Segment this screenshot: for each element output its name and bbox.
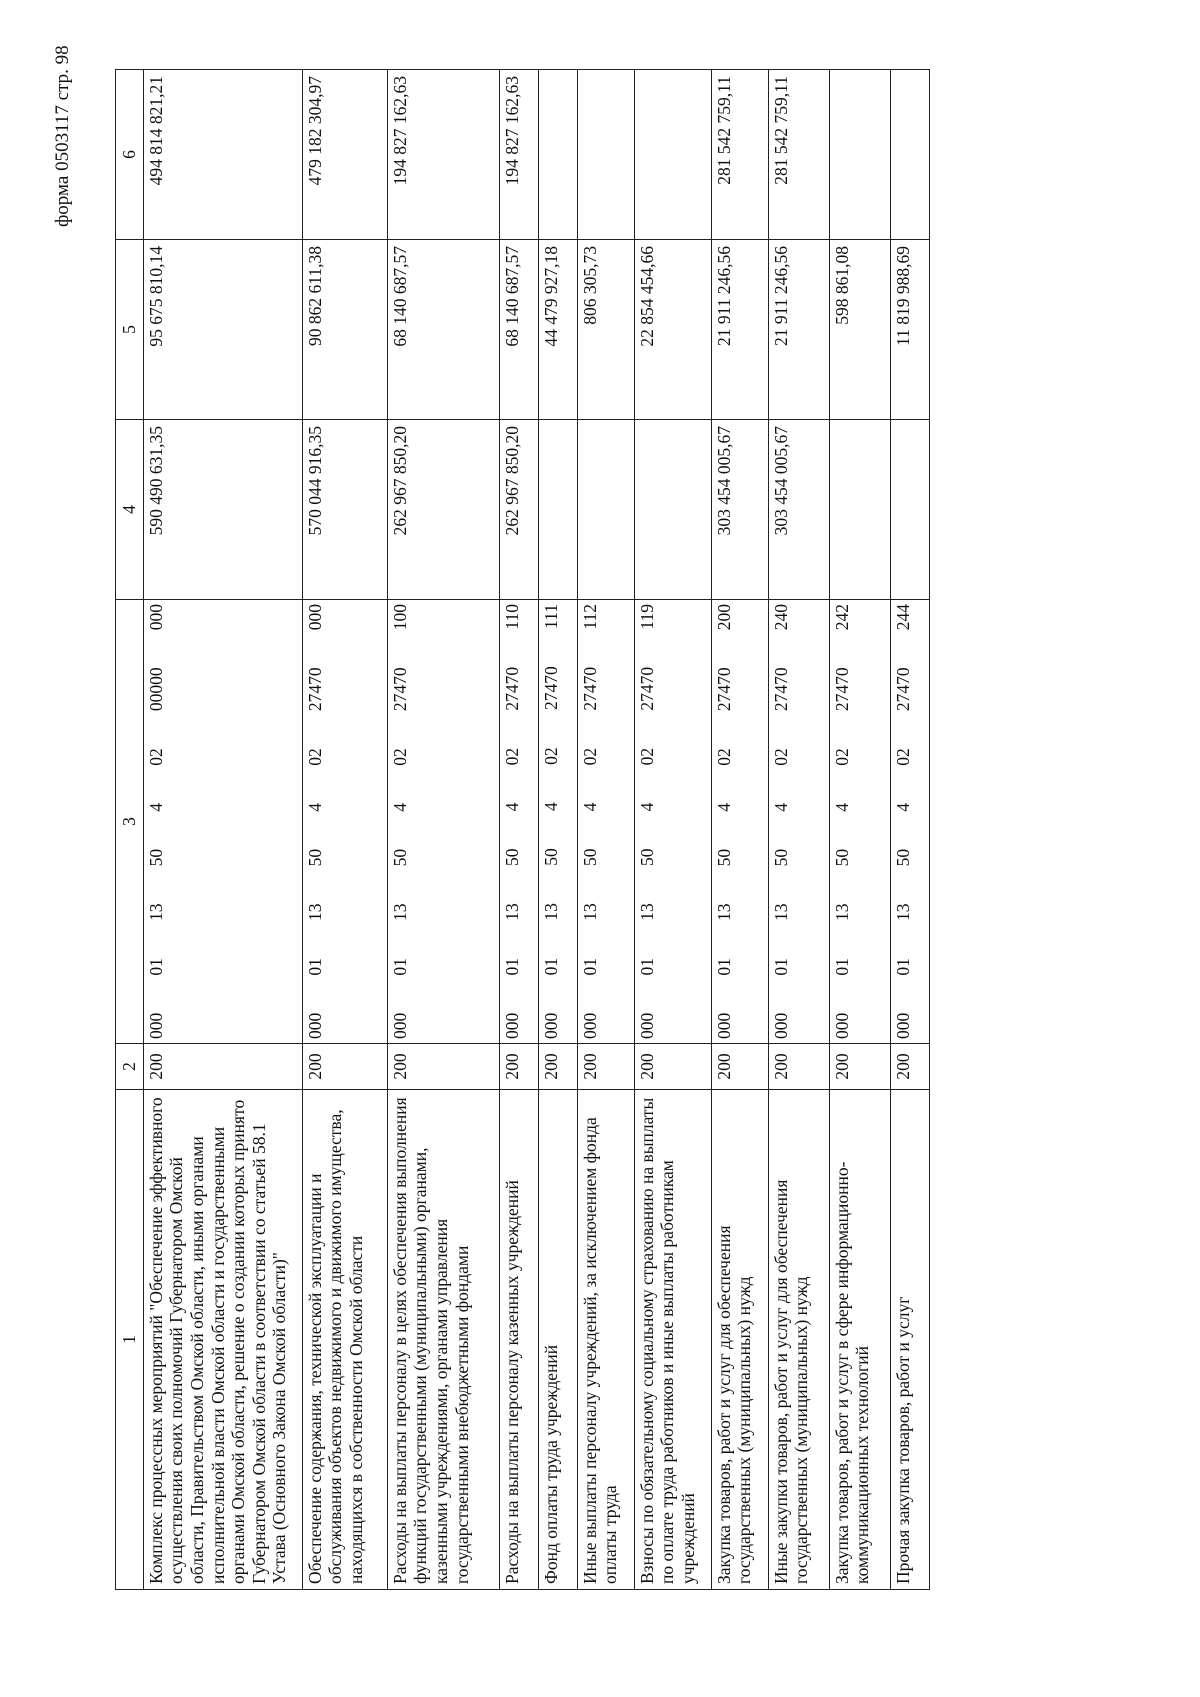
code-segment: 13 xyxy=(770,903,791,921)
row-description: Обеспечение содержания, технической эксплуатации и обслуживания объектов недвижимого и движимого имущества, находящихся в собственности Омской области xyxy=(302,1090,387,1590)
code-segment: 02 xyxy=(540,747,561,765)
code-segment: 000 xyxy=(770,1012,791,1039)
table-row xyxy=(890,70,929,1590)
code-segment: 13 xyxy=(501,903,522,921)
code-parts xyxy=(580,604,601,1039)
code-segment: 50 xyxy=(770,848,791,867)
code-parts xyxy=(714,604,735,1039)
code-segment: 13 xyxy=(892,903,913,921)
row-unexecuted-amount xyxy=(890,70,929,240)
code-segment: 50 xyxy=(304,848,325,867)
code-segment: 000 xyxy=(831,1012,852,1039)
row-line-code: 200 xyxy=(829,1044,890,1090)
code-segment: 4 xyxy=(389,802,410,812)
column-header: 2 xyxy=(116,1044,144,1090)
code-segment: 000 xyxy=(636,1012,657,1039)
row-line-code: 200 xyxy=(302,1044,387,1090)
code-segment: 000 xyxy=(713,1012,734,1039)
row-classification-code xyxy=(577,600,634,1044)
row-line-code: 200 xyxy=(387,1044,499,1090)
code-parts xyxy=(637,604,658,1039)
row-description: Взносы по обязательному социальному страхованию на выплаты по оплате труда работников и иные выплаты работникам учреждений xyxy=(634,1090,711,1590)
code-segment: 50 xyxy=(636,848,657,867)
row-description: Закупка товаров, работ и услуг для обеспечения государственных (муниципальных) нужд xyxy=(711,1090,768,1590)
code-segment: 4 xyxy=(145,802,166,812)
code-segment: 100 xyxy=(389,604,410,631)
row-approved-amount xyxy=(538,420,577,600)
table-body xyxy=(143,70,929,1590)
column-header: 6 xyxy=(116,70,144,240)
row-approved-amount xyxy=(890,420,929,600)
row-unexecuted-amount: 281 542 759,11 xyxy=(768,70,829,240)
row-description: Иные выплаты персоналу учреждений, за исключением фонда оплаты труда xyxy=(577,1090,634,1590)
code-segment: 02 xyxy=(579,747,600,766)
code-segment: 01 xyxy=(770,958,791,976)
code-segment: 4 xyxy=(636,802,657,812)
row-description: Расходы на выплаты персоналу казенных учреждений xyxy=(499,1090,538,1590)
row-line-code: 200 xyxy=(143,1044,302,1090)
code-parts xyxy=(541,604,562,1039)
code-segment: 50 xyxy=(579,848,600,867)
row-line-code: 200 xyxy=(768,1044,829,1090)
row-line-code: 200 xyxy=(890,1044,929,1090)
table-row xyxy=(577,70,634,1590)
row-classification-code xyxy=(634,600,711,1044)
row-description: Комплекс процессных мероприятий "Обеспечение эффективного осуществления своих полномочий Губернатором Омской области, Правительством Омской области, иными органами исполнительной власти Омской области и государственными органами Омской области, решение о создании которых принято Губернатором Омской области в соответствии со статьей 58.1 Устава (Основного Закона Омской области)" xyxy=(143,1090,302,1590)
code-segment: 01 xyxy=(540,957,561,976)
code-segment: 4 xyxy=(304,802,325,812)
row-classification-code xyxy=(387,600,499,1044)
code-segment: 27470 xyxy=(304,667,325,712)
row-classification-code xyxy=(890,600,929,1044)
code-segment: 200 xyxy=(713,604,734,631)
row-approved-amount xyxy=(577,420,634,600)
row-classification-code xyxy=(711,600,768,1044)
code-parts xyxy=(146,604,167,1039)
row-line-code: 200 xyxy=(538,1044,577,1090)
row-executed-amount: 22 854 454,66 xyxy=(634,240,711,420)
code-segment: 111 xyxy=(540,604,561,629)
table-row xyxy=(499,70,538,1590)
code-segment: 50 xyxy=(713,848,734,867)
row-description: Закупка товаров, работ и услуг в сфере информационно-коммуникационных технологий xyxy=(829,1090,890,1590)
code-segment: 242 xyxy=(831,604,852,631)
row-approved-amount xyxy=(829,420,890,600)
code-segment: 13 xyxy=(713,903,734,921)
row-unexecuted-amount: 494 814 821,21 xyxy=(143,70,302,240)
code-segment: 13 xyxy=(540,903,561,921)
code-segment: 4 xyxy=(831,802,852,812)
code-segment: 000 xyxy=(145,604,166,631)
row-approved-amount xyxy=(634,420,711,600)
code-segment: 13 xyxy=(831,903,852,921)
code-segment: 27470 xyxy=(831,667,852,712)
code-segment: 50 xyxy=(145,848,166,867)
code-segment: 27470 xyxy=(892,667,913,712)
row-line-code: 200 xyxy=(499,1044,538,1090)
row-approved-amount: 590 490 631,35 xyxy=(143,420,302,600)
row-classification-code xyxy=(768,600,829,1044)
code-segment: 02 xyxy=(831,748,852,766)
code-parts xyxy=(305,604,326,1039)
row-executed-amount: 806 305,73 xyxy=(577,240,634,420)
code-segment: 50 xyxy=(501,848,522,867)
row-executed-amount: 68 140 687,57 xyxy=(387,240,499,420)
column-header: 4 xyxy=(116,420,144,600)
row-executed-amount: 598 861,08 xyxy=(829,240,890,420)
row-approved-amount: 303 454 005,67 xyxy=(711,420,768,600)
table-row xyxy=(768,70,829,1590)
code-segment: 01 xyxy=(713,958,734,976)
code-segment: 000 xyxy=(389,1012,410,1039)
code-segment: 4 xyxy=(501,802,522,812)
code-segment: 4 xyxy=(892,802,913,812)
code-segment: 01 xyxy=(579,958,600,976)
code-parts xyxy=(390,604,411,1039)
row-unexecuted-amount: 194 827 162,63 xyxy=(387,70,499,240)
table-row xyxy=(711,70,768,1590)
row-unexecuted-amount xyxy=(634,70,711,240)
code-segment: 000 xyxy=(501,1012,522,1039)
row-line-code: 200 xyxy=(634,1044,711,1090)
table-row xyxy=(387,70,499,1590)
row-description: Прочая закупка товаров, работ и услуг xyxy=(890,1090,929,1590)
code-parts xyxy=(502,604,523,1039)
code-segment: 02 xyxy=(770,748,791,766)
code-segment: 02 xyxy=(501,747,522,766)
row-classification-code xyxy=(143,600,302,1044)
row-unexecuted-amount xyxy=(538,70,577,240)
row-classification-code xyxy=(302,600,387,1044)
row-approved-amount: 262 967 850,20 xyxy=(387,420,499,600)
row-executed-amount: 68 140 687,57 xyxy=(499,240,538,420)
code-segment: 01 xyxy=(145,958,166,976)
code-segment: 13 xyxy=(636,903,657,921)
code-parts xyxy=(771,604,792,1039)
code-segment: 240 xyxy=(770,604,791,631)
row-description: Иные закупки товаров, работ и услуг для обеспечения государственных (муниципальных) нужд xyxy=(768,1090,829,1590)
row-unexecuted-amount: 479 182 304,97 xyxy=(302,70,387,240)
row-executed-amount: 21 911 246,56 xyxy=(768,240,829,420)
code-segment: 244 xyxy=(892,604,913,631)
code-segment: 02 xyxy=(892,748,913,766)
row-approved-amount: 262 967 850,20 xyxy=(499,420,538,600)
row-executed-amount: 95 675 810,14 xyxy=(143,240,302,420)
row-unexecuted-amount: 281 542 759,11 xyxy=(711,70,768,240)
code-segment: 27470 xyxy=(540,666,561,711)
code-segment: 50 xyxy=(831,848,852,867)
row-line-code: 200 xyxy=(577,1044,634,1090)
row-executed-amount: 21 911 246,56 xyxy=(711,240,768,420)
row-description: Расходы на выплаты персоналу в целях обеспечения выполнения функций государственными (муниципальными) органами, казенными учреждениями, органами управления государственными внебюджетными фондами xyxy=(387,1090,499,1590)
code-segment: 13 xyxy=(304,903,325,921)
row-description: Фонд оплаты труда учреждений xyxy=(538,1090,577,1590)
code-segment: 13 xyxy=(579,903,600,921)
column-header: 3 xyxy=(116,600,144,1044)
row-approved-amount: 303 454 005,67 xyxy=(768,420,829,600)
table-row xyxy=(143,70,302,1590)
code-parts xyxy=(893,604,914,1039)
code-segment: 4 xyxy=(579,802,600,812)
code-segment: 110 xyxy=(501,604,522,630)
table-row xyxy=(302,70,387,1590)
code-segment: 50 xyxy=(540,848,561,866)
code-segment: 01 xyxy=(389,958,410,976)
code-segment: 000 xyxy=(304,1012,325,1039)
code-segment: 000 xyxy=(540,1012,561,1039)
code-parts xyxy=(832,604,853,1039)
table-row xyxy=(538,70,577,1590)
code-segment: 4 xyxy=(540,802,561,811)
code-segment: 01 xyxy=(892,958,913,976)
code-segment: 02 xyxy=(145,748,166,766)
row-unexecuted-amount: 194 827 162,63 xyxy=(499,70,538,240)
row-approved-amount: 570 044 916,35 xyxy=(302,420,387,600)
code-segment: 112 xyxy=(579,604,600,630)
row-classification-code xyxy=(829,600,890,1044)
code-segment: 13 xyxy=(389,903,410,921)
row-classification-code xyxy=(538,600,577,1044)
code-segment: 00000 xyxy=(145,667,166,712)
column-number-row xyxy=(116,70,144,1590)
code-segment: 27470 xyxy=(770,667,791,712)
row-unexecuted-amount xyxy=(577,70,634,240)
row-executed-amount: 44 479 927,18 xyxy=(538,240,577,420)
code-segment: 000 xyxy=(304,604,325,631)
row-classification-code xyxy=(499,600,538,1044)
code-segment: 000 xyxy=(892,1012,913,1039)
code-segment: 27470 xyxy=(501,666,522,711)
code-segment: 50 xyxy=(389,848,410,867)
column-header: 1 xyxy=(116,1090,144,1590)
row-executed-amount: 90 862 611,38 xyxy=(302,240,387,420)
row-executed-amount: 11 819 988,69 xyxy=(890,240,929,420)
code-segment: 01 xyxy=(304,958,325,976)
table-row xyxy=(829,70,890,1590)
code-segment: 02 xyxy=(389,748,410,766)
code-segment: 50 xyxy=(892,848,913,867)
code-segment: 27470 xyxy=(389,667,410,712)
row-line-code: 200 xyxy=(711,1044,768,1090)
code-segment: 02 xyxy=(636,747,657,766)
code-segment: 4 xyxy=(770,802,791,812)
code-segment: 01 xyxy=(636,958,657,976)
code-segment: 000 xyxy=(145,1012,166,1039)
code-segment: 27470 xyxy=(579,666,600,711)
table-row xyxy=(634,70,711,1590)
row-unexecuted-amount xyxy=(829,70,890,240)
code-segment: 01 xyxy=(501,958,522,976)
code-segment: 4 xyxy=(713,802,734,812)
code-segment: 27470 xyxy=(636,666,657,711)
code-segment: 02 xyxy=(304,748,325,766)
code-segment: 27470 xyxy=(713,667,734,712)
code-segment: 000 xyxy=(579,1012,600,1039)
budget-table xyxy=(115,69,930,1590)
code-segment: 13 xyxy=(145,903,166,921)
code-segment: 02 xyxy=(713,748,734,766)
code-segment: 01 xyxy=(831,958,852,976)
code-segment: 119 xyxy=(636,604,657,630)
column-header: 5 xyxy=(116,240,144,420)
form-header-note: форма 0503117 стр. 98 xyxy=(52,45,73,227)
